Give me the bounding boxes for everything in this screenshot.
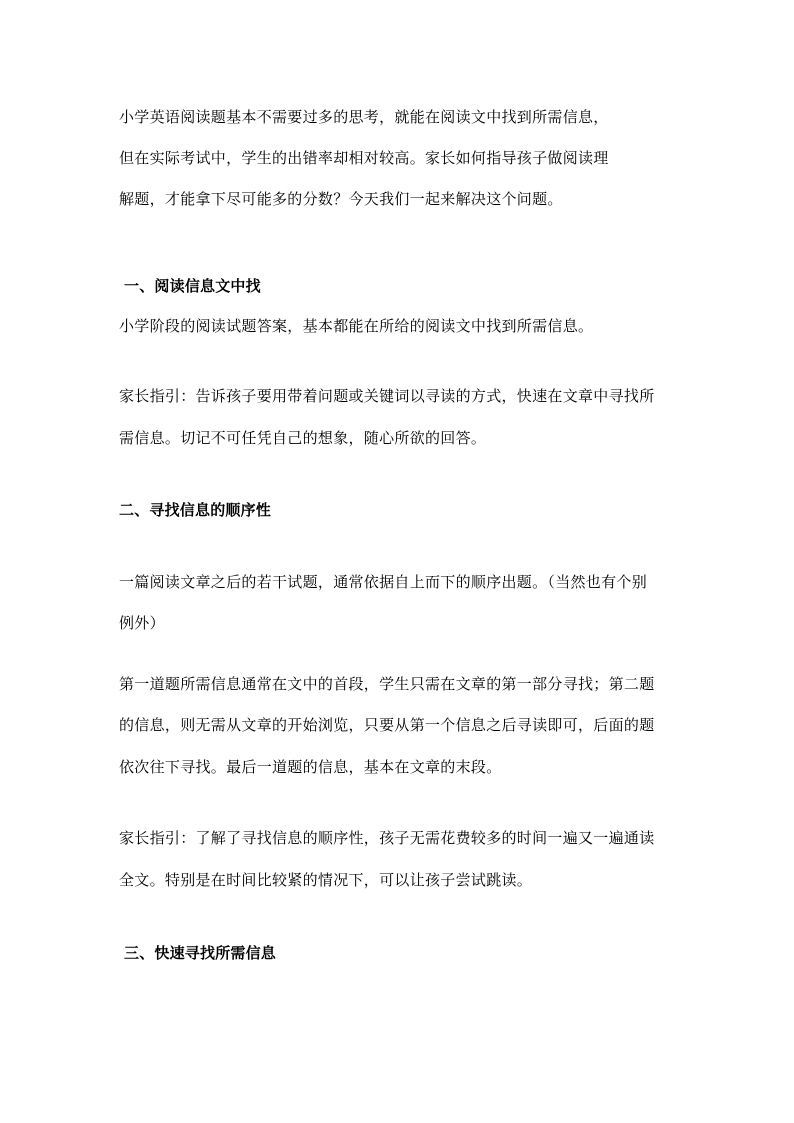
section3-heading: 三、快速寻找所需信息 xyxy=(124,944,277,962)
section1-para2-line-1: 家长指引：告诉孩子要用带着问题或关键词以寻读的方式，快速在文章中寻找所 xyxy=(119,387,655,405)
section2-para2-line-1: 第一道题所需信息通常在文中的首段，学生只需在文章的第一部分寻找；第二题 xyxy=(119,675,655,693)
section2-para2-line-3: 依次往下寻找。最后一道题的信息，基本在文章的末段。 xyxy=(119,758,502,776)
section1-para2-line-2: 需信息。切记不可任凭自己的想象，随心所欲的回答。 xyxy=(119,429,487,447)
section1-para1-line-1: 小学阶段的阅读试题答案，基本都能在所给的阅读文中找到所需信息。 xyxy=(119,317,594,335)
section2-para2-line-2: 的信息，则无需从文章的开始浏览，只要从第一个信息之后寻读即可，后面的题 xyxy=(119,716,655,734)
intro-line-1: 小学英语阅读题基本不需要过多的思考，就能在阅读文中找到所需信息， xyxy=(119,108,609,126)
section2-para1-line-2: 例外） xyxy=(119,614,165,632)
intro-line-2: 但在实际考试中，学生的出错率却相对较高。家长如何指导孩子做阅读理 xyxy=(119,149,609,167)
section2-para3-line-2: 全文。特别是在时间比较紧的情况下，可以让孩子尝试跳读。 xyxy=(119,871,533,889)
section1-heading: 一、阅读信息文中找 xyxy=(124,277,261,295)
section2-para1-line-1: 一篇阅读文章之后的若干试题，通常依据自上而下的顺序出题。（当然也有个别 xyxy=(119,573,648,591)
intro-line-3: 解题，才能拿下尽可能多的分数？今天我们一起来解决这个问题。 xyxy=(119,190,563,208)
section2-para3-line-1: 家长指引：了解了寻找信息的顺序性，孩子无需花费较多的时间一遍又一遍通读 xyxy=(119,829,655,847)
section2-heading: 二、寻找信息的顺序性 xyxy=(119,501,272,519)
